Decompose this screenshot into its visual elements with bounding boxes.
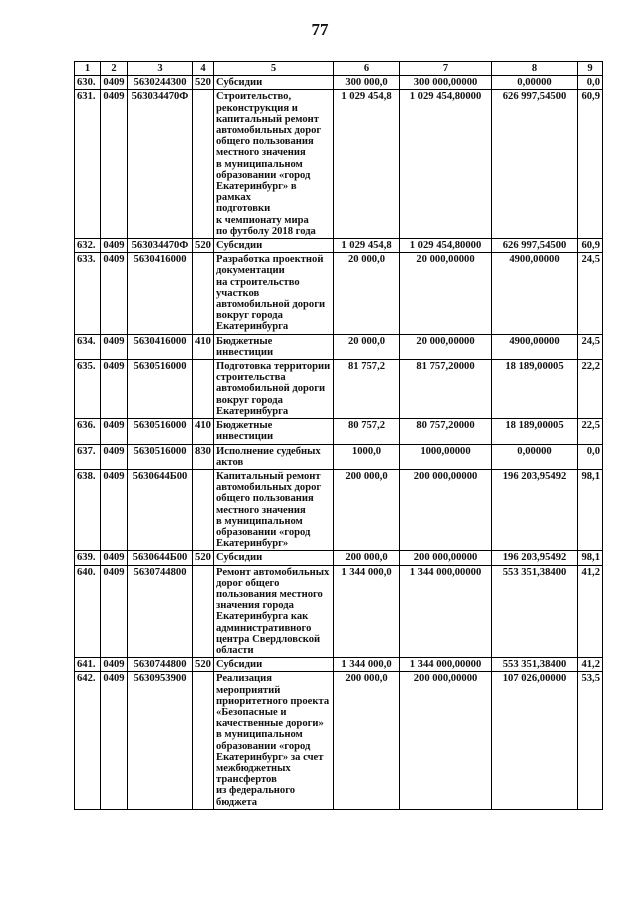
section-code: 0409 [101,419,128,444]
budget-table [74,61,603,810]
table-row [75,239,603,253]
target-article-code: 5630516000 [128,444,193,469]
executed-amount: 18 189,00005 [492,360,578,419]
section-code: 0409 [101,76,128,90]
row-number: 641. [75,658,101,672]
target-article-code: 5630744800 [128,565,193,658]
item-name: Капитальный ремонт автомобильных дорог общего пользования местного значения в муниципальном образовании «город Екатеринбург» [214,469,334,550]
section-code: 0409 [101,334,128,359]
planned-amount: 80 757,20000 [400,419,492,444]
expense-type-code: 520 [193,239,214,253]
expense-type-code: 520 [193,551,214,565]
approved-amount: 1000,0 [334,444,400,469]
table-row [75,565,603,658]
planned-amount: 1 029 454,80000 [400,239,492,253]
target-article-code: 5630516000 [128,419,193,444]
execution-percent: 24,5 [578,253,603,334]
item-name: Разработка проектной документации на строительство участков автомобильной дороги вокруг города Екатеринбурга [214,253,334,334]
expense-type-code [193,672,214,809]
execution-percent: 41,2 [578,565,603,658]
section-code: 0409 [101,658,128,672]
column-header: 9 [578,62,603,76]
executed-amount: 553 351,38400 [492,658,578,672]
item-name: Бюджетные инвестиции [214,419,334,444]
executed-amount: 4900,00000 [492,253,578,334]
table-row [75,334,603,359]
approved-amount: 200 000,0 [334,469,400,550]
target-article-code: 5630416000 [128,334,193,359]
column-header: 7 [400,62,492,76]
item-name: Подготовка территории строительства автомобильной дороги вокруг города Екатеринбурга [214,360,334,419]
row-number: 633. [75,253,101,334]
execution-percent: 98,1 [578,551,603,565]
target-article-code: 563034470Ф [128,90,193,239]
section-code: 0409 [101,551,128,565]
table-row [75,444,603,469]
approved-amount: 1 029 454,8 [334,90,400,239]
execution-percent: 0,0 [578,444,603,469]
row-number: 636. [75,419,101,444]
item-name: Субсидии [214,551,334,565]
executed-amount: 196 203,95492 [492,469,578,550]
execution-percent: 98,1 [578,469,603,550]
row-number: 637. [75,444,101,469]
target-article-code: 5630416000 [128,253,193,334]
item-name: Исполнение судебных актов [214,444,334,469]
target-article-code: 5630953900 [128,672,193,809]
table-row [75,76,603,90]
section-code: 0409 [101,253,128,334]
section-code: 0409 [101,360,128,419]
row-number: 635. [75,360,101,419]
expense-type-code: 410 [193,334,214,359]
execution-percent: 0,0 [578,76,603,90]
execution-percent: 60,9 [578,239,603,253]
planned-amount: 1 344 000,00000 [400,565,492,658]
row-number: 642. [75,672,101,809]
expense-type-code: 520 [193,76,214,90]
planned-amount: 200 000,00000 [400,469,492,550]
column-header: 1 [75,62,101,76]
target-article-code: 5630744800 [128,658,193,672]
target-article-code: 563034470Ф [128,239,193,253]
execution-percent: 60,9 [578,90,603,239]
expense-type-code [193,253,214,334]
table-row [75,551,603,565]
approved-amount: 20 000,0 [334,253,400,334]
table-row [75,419,603,444]
section-code: 0409 [101,90,128,239]
executed-amount: 18 189,00005 [492,419,578,444]
executed-amount: 626 997,54500 [492,90,578,239]
executed-amount: 4900,00000 [492,334,578,359]
planned-amount: 1 344 000,00000 [400,658,492,672]
expense-type-code [193,565,214,658]
item-name: Субсидии [214,658,334,672]
execution-percent: 53,5 [578,672,603,809]
section-code: 0409 [101,239,128,253]
table-row [75,90,603,239]
item-name: Реализация мероприятий приоритетного проекта «Безопасные и качественные дороги» в муниципальном образовании «город Екатеринбург» за счет межбюджетных трансфертов из федерального бюджета [214,672,334,809]
executed-amount: 626 997,54500 [492,239,578,253]
planned-amount: 20 000,00000 [400,334,492,359]
column-header: 5 [214,62,334,76]
page-number: 77 [311,20,329,39]
target-article-code: 5630644Б00 [128,469,193,550]
table-row [75,360,603,419]
column-header: 6 [334,62,400,76]
column-header: 2 [101,62,128,76]
planned-amount: 20 000,00000 [400,253,492,334]
section-code: 0409 [101,565,128,658]
item-name: Субсидии [214,76,334,90]
approved-amount: 81 757,2 [334,360,400,419]
table-row [75,469,603,550]
row-number: 634. [75,334,101,359]
execution-percent: 24,5 [578,334,603,359]
executed-amount: 553 351,38400 [492,565,578,658]
column-header: 4 [193,62,214,76]
target-article-code: 5630644Б00 [128,551,193,565]
planned-amount: 81 757,20000 [400,360,492,419]
header-row [75,62,603,76]
row-number: 632. [75,239,101,253]
approved-amount: 1 344 000,0 [334,658,400,672]
table-row [75,672,603,809]
executed-amount: 0,00000 [492,76,578,90]
row-number: 639. [75,551,101,565]
item-name: Ремонт автомобильных дорог общего пользования местного значения города Екатеринбурга как административного центра Свердловской области [214,565,334,658]
table-row [75,253,603,334]
expense-type-code [193,469,214,550]
section-code: 0409 [101,672,128,809]
planned-amount: 1000,00000 [400,444,492,469]
approved-amount: 80 757,2 [334,419,400,444]
execution-percent: 22,2 [578,360,603,419]
column-header: 3 [128,62,193,76]
table-row [75,658,603,672]
target-article-code: 5630244300 [128,76,193,90]
expense-type-code: 520 [193,658,214,672]
expense-type-code: 410 [193,419,214,444]
approved-amount: 1 344 000,0 [334,565,400,658]
row-number: 640. [75,565,101,658]
planned-amount: 200 000,00000 [400,672,492,809]
section-code: 0409 [101,469,128,550]
section-code: 0409 [101,444,128,469]
item-name: Бюджетные инвестиции [214,334,334,359]
expense-type-code: 830 [193,444,214,469]
item-name: Строительство, реконструкция и капитальный ремонт автомобильных дорог общего пользования местного значения в муниципальном образовании «город Екатеринбург» в рамках подготовки к чемпионату мира по футболу 2018 года [214,90,334,239]
row-number: 638. [75,469,101,550]
column-header: 8 [492,62,578,76]
executed-amount: 196 203,95492 [492,551,578,565]
approved-amount: 300 000,0 [334,76,400,90]
approved-amount: 200 000,0 [334,672,400,809]
approved-amount: 20 000,0 [334,334,400,359]
planned-amount: 300 000,00000 [400,76,492,90]
item-name: Субсидии [214,239,334,253]
expense-type-code [193,360,214,419]
planned-amount: 200 000,00000 [400,551,492,565]
expense-type-code [193,90,214,239]
planned-amount: 1 029 454,80000 [400,90,492,239]
row-number: 630. [75,76,101,90]
row-number: 631. [75,90,101,239]
target-article-code: 5630516000 [128,360,193,419]
execution-percent: 22,5 [578,419,603,444]
approved-amount: 1 029 454,8 [334,239,400,253]
executed-amount: 0,00000 [492,444,578,469]
execution-percent: 41,2 [578,658,603,672]
executed-amount: 107 026,00000 [492,672,578,809]
approved-amount: 200 000,0 [334,551,400,565]
